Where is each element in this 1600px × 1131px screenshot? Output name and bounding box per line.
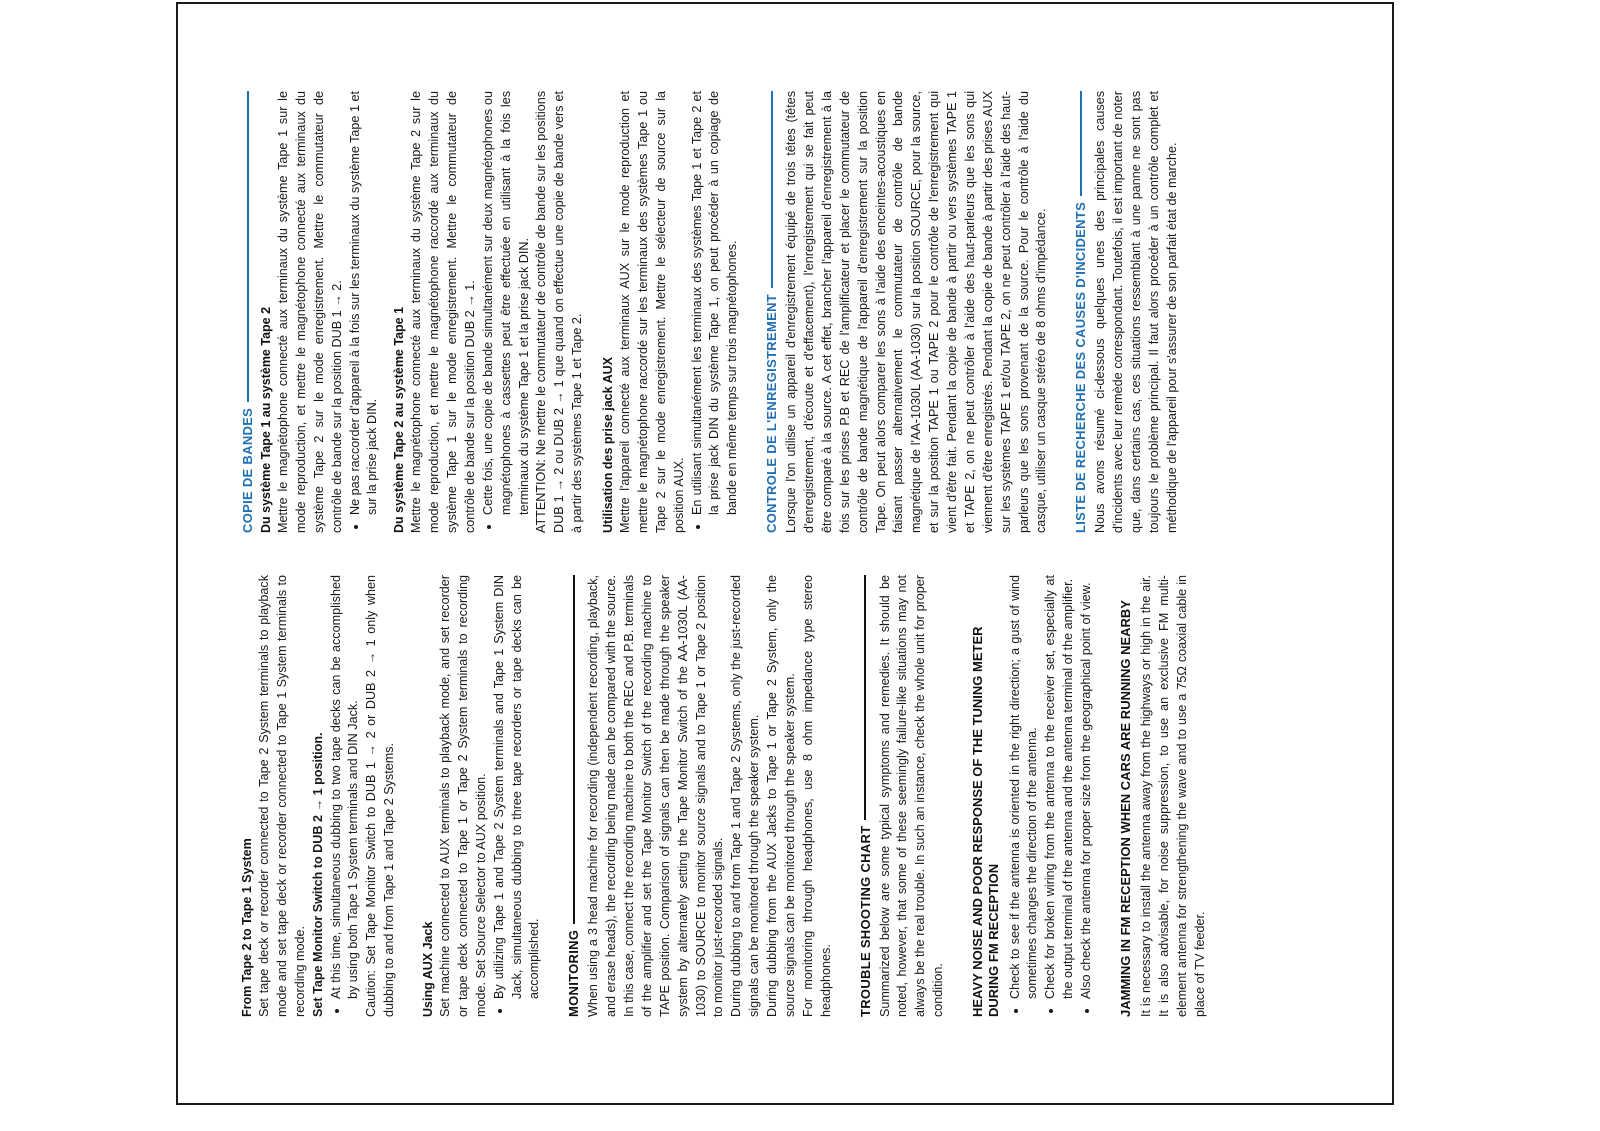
copie-p1: Mettre le magnétophone connecté aux terminaux du système Tape 1 sur le mode reproduction, et mettre le magnétophone connecté aux terminaux du système Tape 2 sur le mode enregistrement. Mettre le commutateur de contrôle de bande sur la position DUB 1 → 2. xyxy=(276,90,344,533)
tape2to1-paragraph: Set tape deck or recorder connected to Tape 2 System terminals to playback mode and set tape deck or recorder connected to Tape 1 System terminals to recording mode. xyxy=(257,574,307,1017)
monitoring-p1: When using a 3 head machine for recording (independent recording, playback, and erase heads), the recording being made can be compared with the source. In this case, connect the recording machine to both the REC and P.B. terminals of the amplifier and set the Tape Monitor Switch of the recording machine to TAPE position. Comparison of signals can then be made through the speaker system by alternately setting the Tape Monitor Switch of the AA-1030L (AA-1030) to SOURCE to monitor source signals and to Tape 1 or Tape 2 position to monitor just-recorded signals. xyxy=(586,574,726,1017)
section-liste-incidents xyxy=(1073,91,1181,533)
section-controle xyxy=(764,91,1051,533)
copie-p2: Mettre le magnétophone connecté aux terminaux du système Tape 2 sur le mode reproduction, et mettre le magnétophone raccordé aux terminaux du système Tape 1 sur le mode enregistrement. Mettre le commutateur de contrôle de bande sur la position DUB 2 → 1. xyxy=(409,90,477,533)
copie-list-3 xyxy=(689,91,743,533)
section-monitoring xyxy=(566,575,835,1017)
heading-rule xyxy=(1080,91,1082,196)
monitoring-title: MONITORING xyxy=(566,929,582,1017)
copie-title: COPIE DE BANDES xyxy=(240,407,255,533)
scanned-page xyxy=(176,2,1394,1105)
copie-sub3: Utilisation des prise jack AUX xyxy=(601,356,615,533)
section-aux-jack xyxy=(421,575,544,1017)
noise-bullet-1: • Check to see if the antenna is oriented in the right direction; a gust of wind sometimes changes the direction of the antenna. xyxy=(1007,575,1043,999)
tape2to1-switch: Set Tape Monitor Switch to DUB 2 → 1 position. xyxy=(310,731,325,1017)
copie-p3: Mettre l'appareil connecté aux terminaux AUX sur le mode reproduction et mettre le magnétophone raccordé sur les terminaux des systèmes Tape 1 ou Tape 2 sur le mode enregistrement. Mettre le sélecteur de source sur la position AUX. xyxy=(618,90,686,533)
monitoring-p4: For monitoring through headphones, use 8 ohm impedance type stereo headphones. xyxy=(800,574,833,1017)
copie-list-1 xyxy=(347,91,383,533)
jamming-paragraph: It is necessary to install the antenna away from the highways or high in the air. It is also advisable, for noise suppression, to use an exclusive FM multi-element antenna for strengthening the wave and to use a 75Ω coaxial cable in place of TV feeder. xyxy=(1139,574,1207,1017)
noise-bullet-3: • Also check the antenna for proper size from the geographical point of view. xyxy=(1078,575,1096,999)
english-column xyxy=(240,575,1330,1017)
copie-heading xyxy=(240,91,255,533)
trouble-heading xyxy=(858,575,873,1017)
tape2to1-bullet: • At this time, simultaneous dubbing to two tape decks can be accomplished by using both Tape 1 System terminals and DIN Jack. xyxy=(328,575,364,999)
aux-title: Using AUX Jack xyxy=(421,921,435,1017)
heading-rule xyxy=(247,91,249,402)
section-heavy-noise xyxy=(970,575,1096,1017)
monitoring-p3: During dubbing from the AUX Jacks to Tape 1 or Tape 2 System, only the source signals can be monitored through the speaker system. xyxy=(765,574,797,1017)
copie-sub2: Du système Tape 2 au système Tape 1 xyxy=(392,306,407,533)
copie-list-2 xyxy=(480,91,534,533)
heading-rule xyxy=(573,575,575,924)
controle-paragraph: Lorsque l'on utilise un appareil d'enregistrement équipé de trois têtes (têtes d'enregistrement, d'écoute et d'effacement), l'enregistrement qui se fait peut être comparé à la source. A cet effet, brancher l'appareil d'enregistrement à la fois sur les prises P.B et REC de l'amplificateur et placer le commutateur de contrôle de bande magnétique de l'appareil d'enregistrement sur la position Tape. On peut alors comparer les sons à l'aide des enceintes-acoustiques en faisant passer alternativement le commutateur de contrôle de bande magnétique de l'AA-1030L (AA-1030) sur la position SOURCE, pour la source, et sur la position TAPE 1 ou TAPE 2 pour le contrôle de l'enregistrement qui vient d'être fait. Pendant la copie de bande à partir ou vers systèmes TAPE 1 et TAPE 2, on ne peut contrôler à l'aide des haut-parleurs que les sons qui viennent d'être enregistrés. Pendant la copie de bande à partir des prises AUX sur les systèmes TAPE 1 et/ou TAPE 2, on ne peut contrôler à l'aide des haut-parleurs que les sons provenant de la source. Pour le contrôle à l'aide du casque, utiliser un casque stéréo de 8 ohms d'impédance. xyxy=(784,90,1049,533)
section-trouble-shooting xyxy=(858,575,949,1017)
section-copie-de-bandes xyxy=(240,91,742,533)
trouble-paragraph: Summarized below are some typical symptoms and remedies. It should be noted, however, that some of these seemingly failure-like situations may not always be the real trouble. In such an instance, check the whole unit for proper condition. xyxy=(877,574,946,1017)
noise-title: HEAVY NOISE AND POOR RESPONSE OF THE TUNING METER DURING FM RECEPTION xyxy=(970,625,1002,1017)
copie-bullet-2: • Cette fois, une copie de bande simultanément sur deux magnétophones ou magnétophones à cassettes peut être effectuée en utilisant à la fois les terminaux du système Tape 1 et la prise jack DIN. xyxy=(480,91,534,515)
controle-title: CONTROLE DE L'ENREGISTREMENT xyxy=(764,293,780,533)
copie-sub1: Du système Tape 1 au système Tape 2 xyxy=(259,306,273,533)
section-tape2-to-tape1 xyxy=(240,575,399,1017)
copie-bullet-3: • En utilisant simultanément les terminaux des systèmes Tape 1 et Tape 2 et la prise jack DIN du système Tape 1, on peut procéder à un copiage de bande en même temps sur trois magnétophones. xyxy=(689,91,743,515)
trouble-title: TROUBLE SHOOTING CHART xyxy=(857,825,873,1017)
copie-attention: ATTENTION: Ne mettre le commutateur de contrôle de bande sur les positions DUB 1 → 2 ou DUB 2 → 1 que quand on effectue une copie de bande vers et à partir des systèmes Tape 1 et Tape 2. xyxy=(534,90,585,533)
liste-heading xyxy=(1073,91,1088,533)
heading-rule xyxy=(864,575,866,820)
liste-title: LISTE DE RECHERCHE DES CAUSES D'INCIDENTS xyxy=(1073,201,1089,533)
monitoring-heading xyxy=(566,575,581,1017)
copie-bullet-1: • Ne pas raccorder d'appareil à la fois sur les terminaux du système Tape 1 et sur la prise jack DIN. xyxy=(347,91,383,515)
rotated-page-content xyxy=(200,39,1370,1069)
tape2to1-caution: Caution: Set Tape Monitor Switch to DUB 1 → 2 or DUB 2 → 1 only when dubbing to and from Tape 1 and Tape 2 Systems. xyxy=(364,574,397,1017)
noise-bullet-2: • Check for broken wiring from the antenna to the receiver set, especially at the output terminal of the antenna and the antenna terminal of the amplifier. xyxy=(1042,575,1078,999)
noise-list xyxy=(1007,575,1096,1017)
aux-paragraph: Set machine connected to AUX terminals to playback mode, and set recorder or tape deck connected to Tape 1 or Tape 2 System terminals to recording mode. Set Source Selector to AUX position. xyxy=(438,574,488,1017)
heading-rule xyxy=(771,91,773,288)
controle-heading xyxy=(764,91,779,533)
tape2to1-title: From Tape 2 to Tape 1 System xyxy=(240,837,254,1017)
french-column xyxy=(240,91,1330,533)
liste-paragraph: Nous avons résumé ci-dessous quelques unes des principales causes d'incidents avec leur remède correspondant. Toutefois, il est important de noter que, dans certains cas, ces situations ressemblant à une panne ne sont pas toujours le problème principal. Il faut alors procéder à un contrôle complet et méthodique de l'appareil pour s'assurer de son parfait état de marche. xyxy=(1093,90,1179,533)
tape2to1-list xyxy=(328,575,364,1017)
monitoring-p2: During dubbing to and from Tape 1 and Tape 2 Systems, only the just-recorded signals can be monitored through the speaker system. xyxy=(729,574,762,1017)
jamming-title: JAMMING IN FM RECEPTION WHEN CARS ARE RUNNING NEARBY xyxy=(1117,599,1133,1017)
aux-bullet: • By utilizing Tape 1 and Tape 2 System terminals and Tape 1 System DIN Jack, simultaneous dubbing to three tape recorders or tape decks can be accomplished. xyxy=(491,575,545,999)
section-jamming xyxy=(1118,575,1210,1017)
aux-list xyxy=(491,575,545,1017)
